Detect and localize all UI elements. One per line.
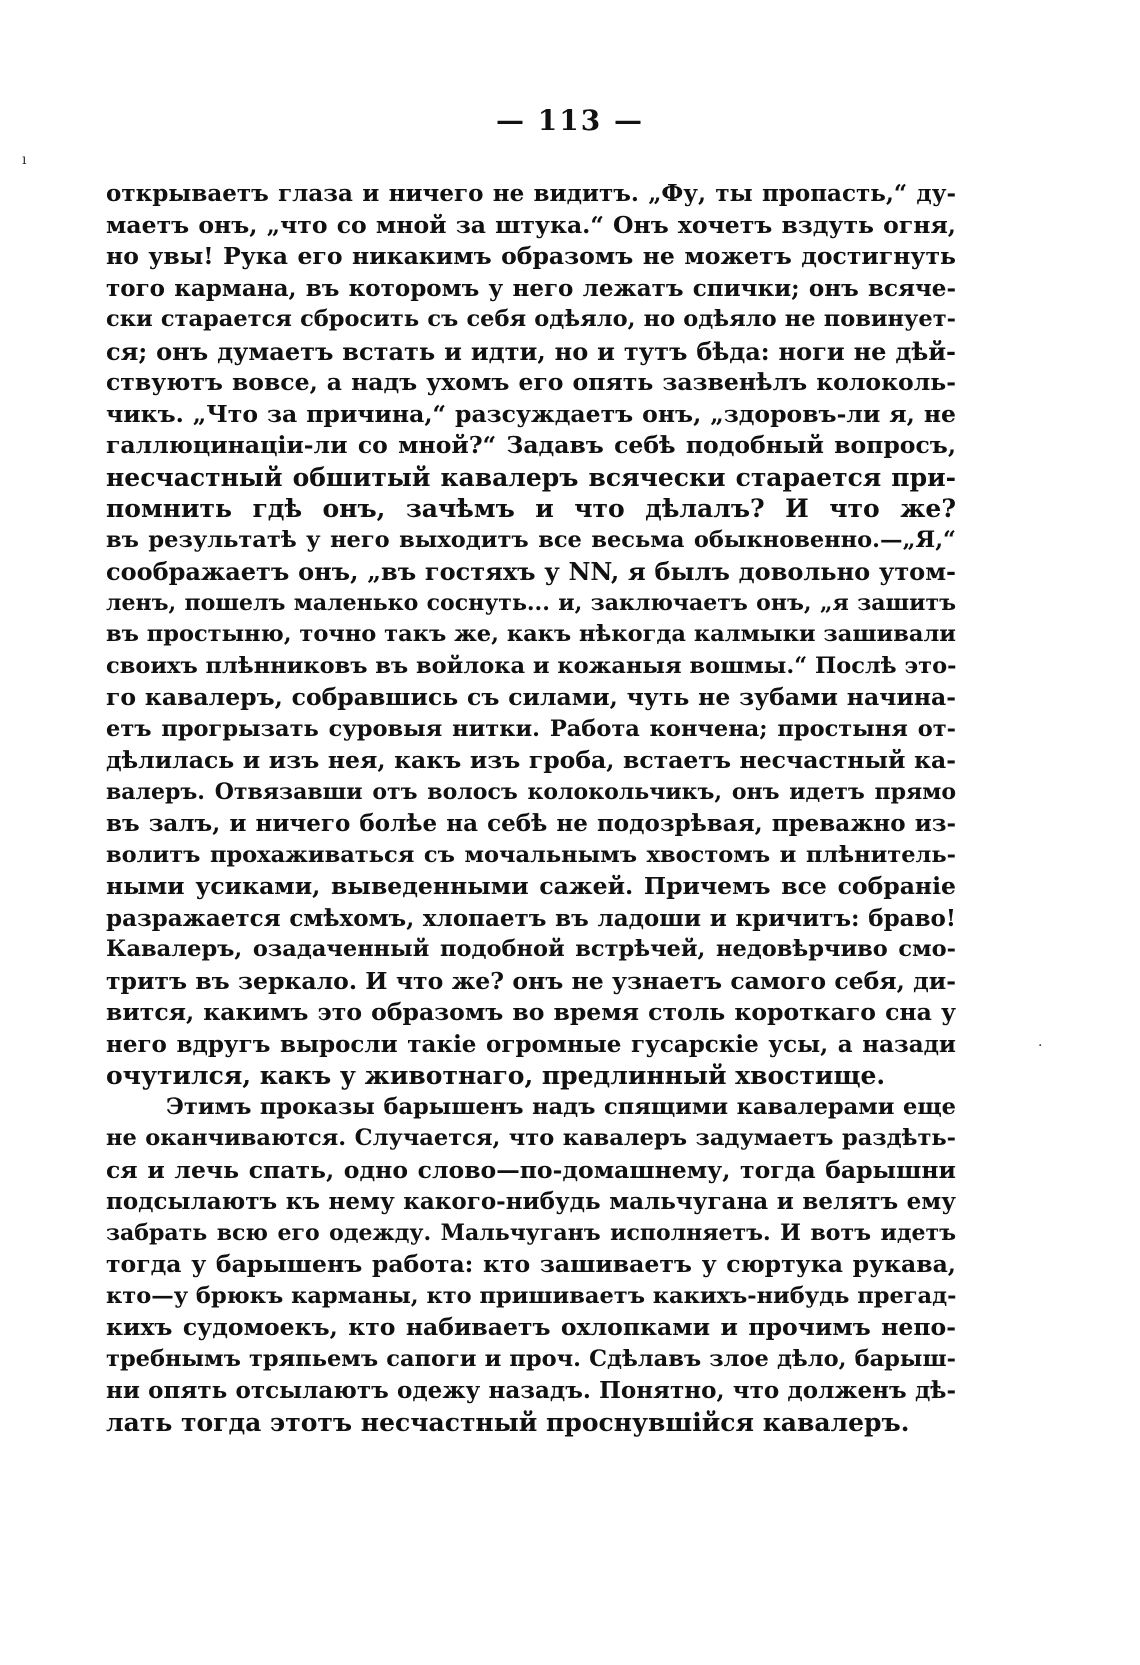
text-line: помнить гдѣ онъ, зачѣмъ и что дѣлалъ? И что же?	[106, 494, 956, 523]
text-line: соображаетъ онъ, „въ гостяхъ у NN, я былъ довольно утом-	[106, 557, 956, 586]
text-line: лать тогда этотъ несчастный проснувшійся кавалеръ.	[106, 1407, 910, 1437]
text-line: въ результатѣ у него выходитъ все весьма обыкновенно.—„Я,“	[106, 526, 956, 553]
paragraph-1	[106, 178, 956, 1092]
text-line: открываетъ глаза и ничего не видитъ. „Фу, ты пропасть,“ ду-	[106, 180, 956, 207]
margin-mark: ı	[22, 152, 27, 168]
text-line: Этимъ проказы барышенъ надъ спящими кавалерами еще	[166, 1093, 956, 1120]
text-line: тритъ въ зеркало. И что же? онъ не узнаетъ самого себя, ди-	[106, 966, 956, 995]
text-line: волитъ прохаживаться съ мочальнымъ хвостомъ и плѣнитель-	[106, 841, 956, 868]
text-line: ными усиками, выведенными сажей. Причемъ все собраніе	[106, 872, 956, 900]
text-line: кто—у брюкъ карманы, кто пришиваетъ какихъ-нибудь прегад-	[106, 1282, 956, 1309]
text-line: забрать всю его одежду. Мальчуганъ исполняетъ. И вотъ идетъ	[106, 1219, 956, 1246]
text-line: дѣлилась и изъ нея, какъ изъ гроба, встаетъ несчастный ка-	[106, 746, 956, 774]
text-line: того кармана, въ которомъ у него лежатъ спички; онъ всяче-	[106, 274, 956, 302]
text-line: несчастный обшитый кавалеръ всячески старается при-	[106, 462, 956, 492]
body-text	[106, 178, 956, 1438]
text-line: очутился, какъ у животнаго, предлинный хвостище.	[106, 1061, 886, 1090]
text-line: чикъ. „Что за причина,“ разсуждаетъ онъ, „здоровъ-ли я, не	[106, 399, 956, 428]
text-line: въ залъ, и ничего болѣе на себѣ не подозрѣвая, преважно из-	[106, 810, 956, 837]
text-line: вится, какимъ это образомъ во время столь короткаго сна у	[106, 998, 956, 1026]
text-line: етъ прогрызать суровыя нитки. Работа кончена; простыня от-	[106, 715, 956, 742]
text-line: требнымъ тряпьемъ сапоги и проч. Сдѣлавъ злое дѣло, барыш-	[106, 1345, 956, 1372]
text-line: своихъ плѣнниковъ въ войлока и кожаныя вошмы.“ Послѣ это-	[106, 652, 956, 679]
text-line: него вдругъ выросли такіе огромные гусарскіе усы, а назади	[106, 1030, 956, 1058]
paragraph-2	[106, 1092, 956, 1439]
text-line: подсылаютъ къ нему какого-нибудь мальчугана и велятъ ему	[106, 1188, 956, 1215]
text-line: ствуютъ вовсе, а надъ ухомъ его опять зазвенѣлъ колоколь-	[106, 368, 956, 396]
page-number: — 113 —	[496, 104, 644, 137]
text-line: маетъ онъ, „что со мной за штука.“ Онъ хочетъ вздуть огня,	[106, 210, 956, 239]
text-line: тогда у барышенъ работа: кто зашиваетъ у сюртука рукава,	[106, 1250, 956, 1278]
text-line: ски старается сбросить съ себя одѣяло, но одѣяло не повинует-	[106, 306, 956, 332]
text-line: ся и лечь спать, одно слово—по-домашнему, тогда барышни	[106, 1155, 956, 1184]
text-line: галлюцинаціи-ли со мной?“ Задавъ себѣ подобный вопросъ,	[106, 431, 956, 459]
text-line: въ простыню, точно такъ же, какъ нѣкогда калмыки зашивали	[106, 621, 956, 647]
margin-mark: ·	[1038, 1038, 1043, 1054]
text-line: Кавалеръ, озадаченный подобной встрѣчей, недовѣрчиво смо-	[106, 936, 956, 962]
text-line: ни опять отсылаютъ одежу назадъ. Понятно, что долженъ дѣ-	[106, 1377, 956, 1404]
text-line: не оканчиваются. Случается, что кавалеръ задумаетъ раздѣть-	[106, 1125, 956, 1151]
text-line: валеръ. Отвязавши отъ волосъ колокольчикъ, онъ идетъ прямо	[106, 778, 956, 805]
text-line: кихъ судомоекъ, кто набиваетъ охлопками и прочимъ непо-	[106, 1313, 956, 1341]
text-line: ленъ, пошелъ маленько соснуть... и, заключаетъ онъ, „я зашитъ	[106, 589, 956, 616]
text-line: го кавалеръ, собравшись съ силами, чуть не зубами начина-	[106, 683, 956, 711]
text-line: разражается смѣхомъ, хлопаетъ въ ладоши и кричитъ: браво!	[106, 904, 956, 932]
text-line: ся; онъ думаетъ встать и идти, но и тутъ бѣда: ноги не дѣй-	[106, 336, 956, 366]
text-line: но увы! Рука его никакимъ образомъ не можетъ достигнуть	[106, 242, 956, 270]
